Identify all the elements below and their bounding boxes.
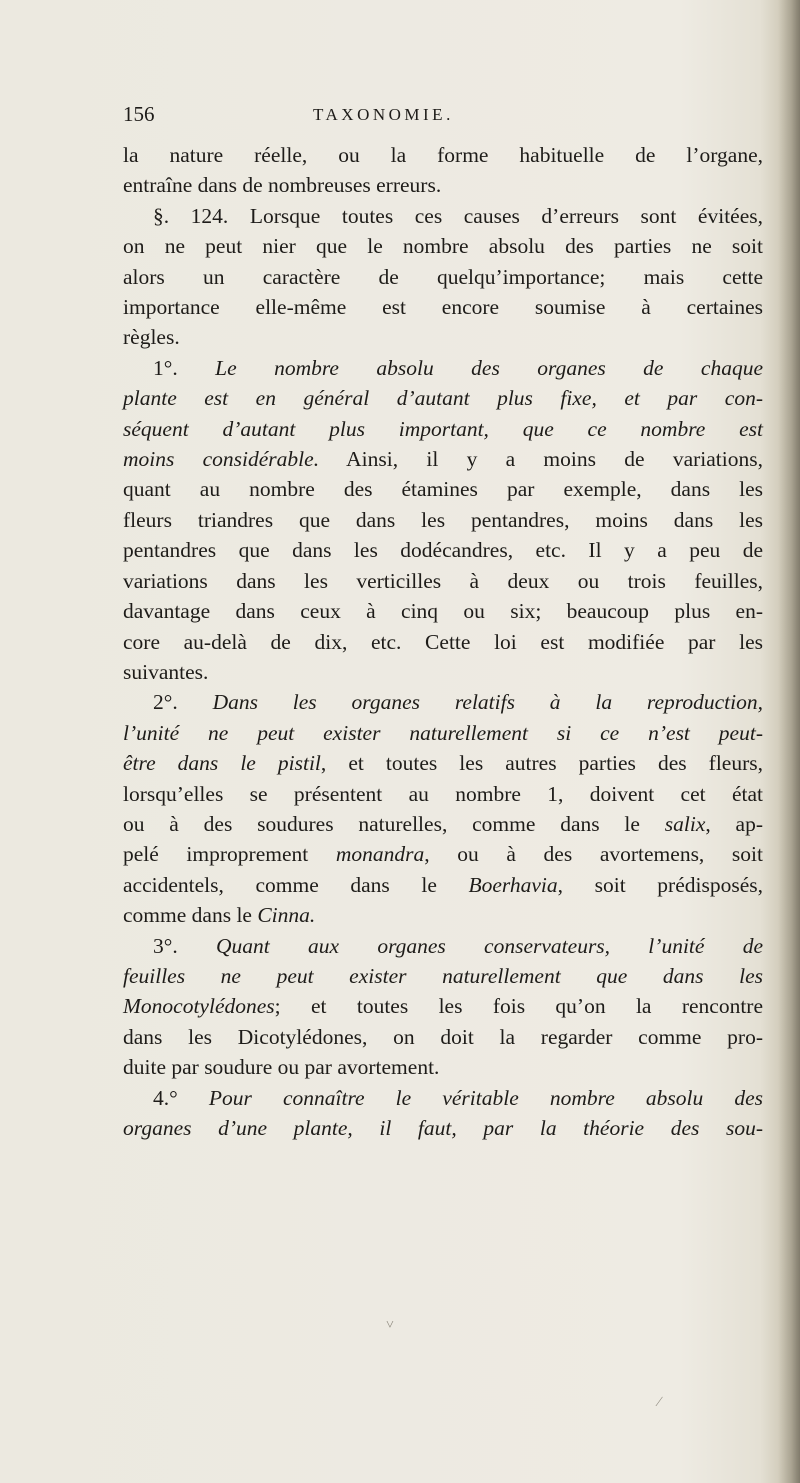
page-number: 156 xyxy=(123,102,155,126)
text-segment: lorsqu’elles se présentent au nombre 1, doivent cet état xyxy=(123,781,763,806)
italic-text-segment: Pour connaître le véritable nombre absolu des xyxy=(208,1085,763,1110)
text-segment: Ainsi, il y a moins de variations, xyxy=(319,447,763,472)
text-line xyxy=(123,870,763,900)
text-line xyxy=(123,596,763,626)
text-segment: importance elle-même est encore soumise à certaines xyxy=(123,295,763,320)
page-header xyxy=(123,102,763,132)
stray-mark: ˅ xyxy=(386,1318,394,1333)
text-line xyxy=(123,931,763,961)
text-segment: fleurs triandres que dans les pentandres, moins dans les xyxy=(123,507,763,532)
body-text xyxy=(123,140,763,1143)
text-segment: 2°. xyxy=(153,690,213,715)
page-edge-shadow xyxy=(778,0,800,1483)
text-segment: davantage dans ceux à cinq ou six; beaucoup plus en- xyxy=(123,599,763,624)
text-line xyxy=(123,809,763,839)
text-line xyxy=(123,231,763,261)
italic-text-segment: Dans les organes relatifs à la reproduction, xyxy=(212,690,763,715)
text-line xyxy=(123,383,763,413)
text-line xyxy=(123,1083,763,1113)
text-line xyxy=(123,687,763,717)
text-line xyxy=(123,1052,763,1082)
text-segment: entraîne dans de nombreuses erreurs. xyxy=(123,173,442,198)
text-line xyxy=(123,535,763,565)
italic-text-segment: monandra xyxy=(335,842,425,867)
text-segment: quant au nombre des étamines par exemple, dans les xyxy=(123,477,763,502)
text-segment: pentandres que dans les dodécandres, etc. Il y a peu de xyxy=(123,538,763,563)
text-line xyxy=(123,170,763,200)
text-line xyxy=(123,900,763,930)
text-line xyxy=(123,1113,763,1143)
text-line xyxy=(123,353,763,383)
text-line xyxy=(123,444,763,474)
text-line xyxy=(123,262,763,292)
text-segment: dans les Dicotylédones, on doit la regarder comme pro- xyxy=(123,1024,763,1049)
text-line xyxy=(123,779,763,809)
italic-text-segment: être dans le pistil xyxy=(123,751,321,776)
italic-text-segment: Quant aux organes conservateurs, l’unité de xyxy=(216,933,763,958)
italic-text-segment: organes d’une plante, il faut, par la théorie des sou- xyxy=(123,1116,763,1140)
text-line xyxy=(123,1022,763,1052)
text-segment: règles. xyxy=(123,325,180,350)
text-line xyxy=(123,201,763,231)
text-line xyxy=(123,140,763,170)
text-segment: comme dans le xyxy=(123,903,258,928)
running-head: TAXONOMIE. xyxy=(313,105,454,124)
text-line xyxy=(123,718,763,748)
text-line xyxy=(123,627,763,657)
text-segment: 1°. xyxy=(153,355,216,380)
text-segment: on ne peut nier que le nombre absolu des parties ne soit xyxy=(123,234,763,259)
text-line xyxy=(123,566,763,596)
text-segment: ; et toutes les fois qu’on la rencontre xyxy=(274,994,763,1019)
text-segment: 4.° xyxy=(153,1085,209,1110)
text-segment: ou à des soudures naturelles, comme dans le xyxy=(123,811,665,836)
text-segment: , ap- xyxy=(705,811,764,836)
text-segment: 3°. xyxy=(153,933,216,958)
stray-mark: ∕ xyxy=(658,1395,661,1410)
text-segment: la nature réelle, ou la forme habituelle de l’organe, xyxy=(123,143,763,167)
text-segment: accidentels, comme dans le xyxy=(123,872,469,897)
italic-text-segment: Boerhavia xyxy=(468,872,558,897)
text-segment: §. 124. Lorsque toutes ces causes d’erreurs sont évitées, xyxy=(153,203,763,228)
text-segment: alors un caractère de quelqu’importance; mais cette xyxy=(123,264,763,289)
text-line xyxy=(123,748,763,778)
text-segment: pelé improprement xyxy=(123,842,336,867)
italic-text-segment: feuilles ne peut exister naturellement que dans les xyxy=(123,963,763,988)
text-line xyxy=(123,839,763,869)
text-line xyxy=(123,322,763,352)
italic-text-segment: salix xyxy=(664,811,706,836)
text-line xyxy=(123,991,763,1021)
text-segment: variations dans les verticilles à deux ou trois feuilles, xyxy=(123,568,763,593)
text-segment: core au-delà de dix, etc. Cette loi est modifiée par les xyxy=(123,629,763,654)
text-segment: , ou à des avortemens, soit xyxy=(424,842,763,867)
text-line xyxy=(123,505,763,535)
italic-text-segment: Monocotylédones xyxy=(123,994,275,1019)
text-line xyxy=(123,474,763,504)
text-segment: duite par soudure ou par avortement. xyxy=(123,1055,440,1080)
text-line xyxy=(123,657,763,687)
text-line xyxy=(123,961,763,991)
text-segment: , et toutes les autres parties des fleurs, xyxy=(320,751,764,776)
italic-text-segment: l’unité ne peut exister naturellement si ce n’est peut- xyxy=(123,720,763,745)
text-line xyxy=(123,414,763,444)
italic-text-segment: Cinna. xyxy=(257,903,316,928)
text-segment: suivantes. xyxy=(123,659,209,684)
italic-text-segment: plante est en général d’autant plus fixe, et par con- xyxy=(123,386,763,411)
text-line xyxy=(123,292,763,322)
italic-text-segment: moins considérable. xyxy=(123,447,320,472)
text-segment: , soit prédisposés, xyxy=(557,872,763,897)
italic-text-segment: séquent d’autant plus important, que ce nombre est xyxy=(123,416,763,441)
italic-text-segment: Le nombre absolu des organes de chaque xyxy=(215,355,763,380)
